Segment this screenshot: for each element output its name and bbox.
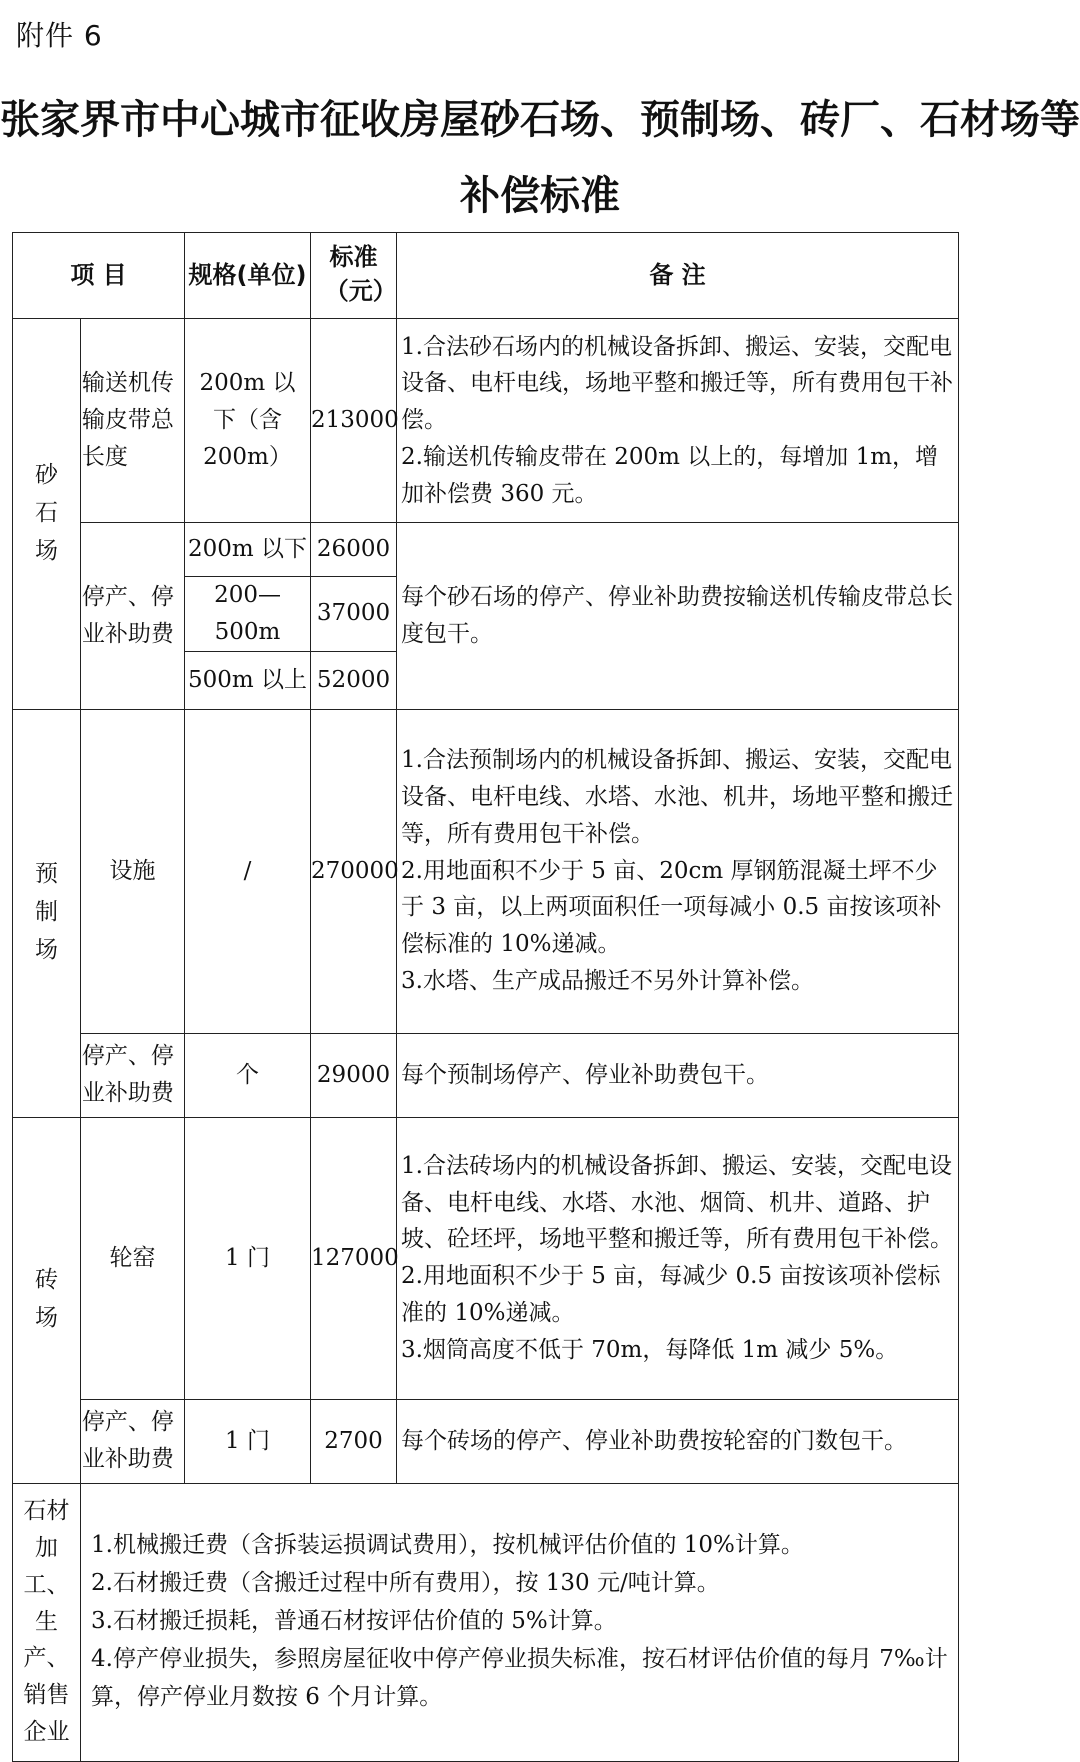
category-precast-yard: 预制场: [13, 709, 81, 1117]
remark-line: 3.石材搬迁损耗，普通石材按评估价值的 5%计算。: [91, 1608, 617, 1635]
remark-line: 2.石材搬迁费（含搬迁过程中所有费用），按 130 元/吨计算。: [91, 1570, 720, 1597]
remark-line: 1.合法砂石场内的机械设备拆卸、搬运、安装，交配电设备、电杆电线，场地平整和搬迁等，所有费用包干补偿。: [401, 333, 954, 434]
remark-line: 2.输送机传输皮带在 200m 以上的，每增加 1m，增加补偿费 360 元。: [401, 443, 939, 507]
spec-cell: 200—500m: [185, 577, 311, 652]
spec-cell: 1 门: [185, 1399, 311, 1483]
item-cell: 设施: [81, 709, 185, 1033]
compensation-standard-table: [12, 232, 959, 1762]
remark-line: 2.用地面积不少于 5 亩，每减少 0.5 亩按该项补偿标准的 10%递减。: [401, 1263, 941, 1326]
remark-line: 3.水塔、生产成品搬迁不另外计算补偿。: [401, 968, 814, 995]
remark-cell: 每个砖场的停产、停业补助费按轮窑的门数包干。: [397, 1399, 959, 1483]
remark-cell: [397, 709, 959, 1033]
spec-cell: 个: [185, 1033, 311, 1117]
header-item: 项 目: [13, 233, 185, 319]
remark-cell: 每个预制场停产、停业补助费包干。: [397, 1033, 959, 1117]
header-standard: 标准（元）: [311, 233, 397, 319]
item-cell: 轮窑: [81, 1117, 185, 1399]
item-cell: 停产、停业补助费: [81, 523, 185, 710]
spec-cell: /: [185, 709, 311, 1033]
standard-cell: 26000: [311, 523, 397, 577]
standard-cell: 2700: [311, 1399, 397, 1483]
remark-line: 2.用地面积不少于 5 亩、20cm 厚钢筋混凝土坪不少于 3 亩，以上两项面积任一项每减小 0.5 亩按该项补偿标准的 10%递减。: [401, 857, 942, 958]
spec-cell: 200m 以下: [185, 523, 311, 577]
remark-cell: [81, 1483, 959, 1761]
category-sand-yard: 砂石场: [13, 319, 81, 710]
document-title-line-1: 张家界市中心城市征收房屋砂石场、预制场、砖厂、石材场等: [0, 97, 1080, 143]
standard-cell: 37000: [311, 577, 397, 652]
remark-line: 3.烟筒高度不低于 70m，每降低 1m 减少 5%。: [401, 1336, 899, 1363]
item-cell: 停产、停业补助费: [81, 1033, 185, 1117]
spec-cell: 500m 以上: [185, 651, 311, 709]
item-cell: 输送机传输皮带总长度: [81, 319, 185, 523]
table-row: [13, 1483, 959, 1761]
standard-cell: 127000: [311, 1117, 397, 1399]
remark-cell: [397, 1117, 959, 1399]
remark-line: 1.合法预制场内的机械设备拆卸、搬运、安装，交配电设备、电杆电线、水塔、水池、机井，场地平整和搬迁等，所有费用包干补偿。: [401, 747, 954, 847]
standard-cell: 213000: [311, 319, 397, 523]
spec-cell: 1 门: [185, 1117, 311, 1399]
remark-cell: 每个砂石场的停产、停业补助费按输送机传输皮带总长度包干。: [397, 523, 959, 710]
table-row: [13, 523, 959, 577]
document-title-line-2: 补偿标准: [460, 173, 620, 219]
table-row: [13, 319, 959, 523]
category-stone-enterprise: 石材加工、生产、销售企业: [13, 1483, 81, 1761]
standard-cell: 52000: [311, 651, 397, 709]
table-row: [13, 709, 959, 1033]
remark-line: 4.停产停业损失，参照房屋征收中停产停业损失标准，按石材评估价值的每月 7‰计算，停产停业月数按 6 个月计算。: [91, 1646, 948, 1710]
standard-cell: 29000: [311, 1033, 397, 1117]
remark-line: 1.机械搬迁费（含拆装运损调试费用），按机械评估价值的 10%计算。: [91, 1532, 804, 1559]
attachment-label: 附件 6: [16, 19, 103, 52]
table-header-row: [13, 233, 959, 319]
item-cell: 停产、停业补助费: [81, 1399, 185, 1483]
category-brick-yard: 砖场: [13, 1117, 81, 1483]
table-row: [13, 1117, 959, 1399]
standard-cell: 270000: [311, 709, 397, 1033]
remark-cell: [397, 319, 959, 523]
spec-cell: 200m 以下（含 200m）: [185, 319, 311, 523]
header-spec: 规格(单位): [185, 233, 311, 319]
remark-line: 1.合法砖场内的机械设备拆卸、搬运、安装，交配电设备、电杆电线、水塔、水池、烟筒、机井、道路、护坡、砼坯坪，场地平整和搬迁等，所有费用包干补偿。: [401, 1152, 954, 1253]
header-remark: 备 注: [397, 233, 959, 319]
table-row: [13, 1033, 959, 1117]
table-row: [13, 1399, 959, 1483]
